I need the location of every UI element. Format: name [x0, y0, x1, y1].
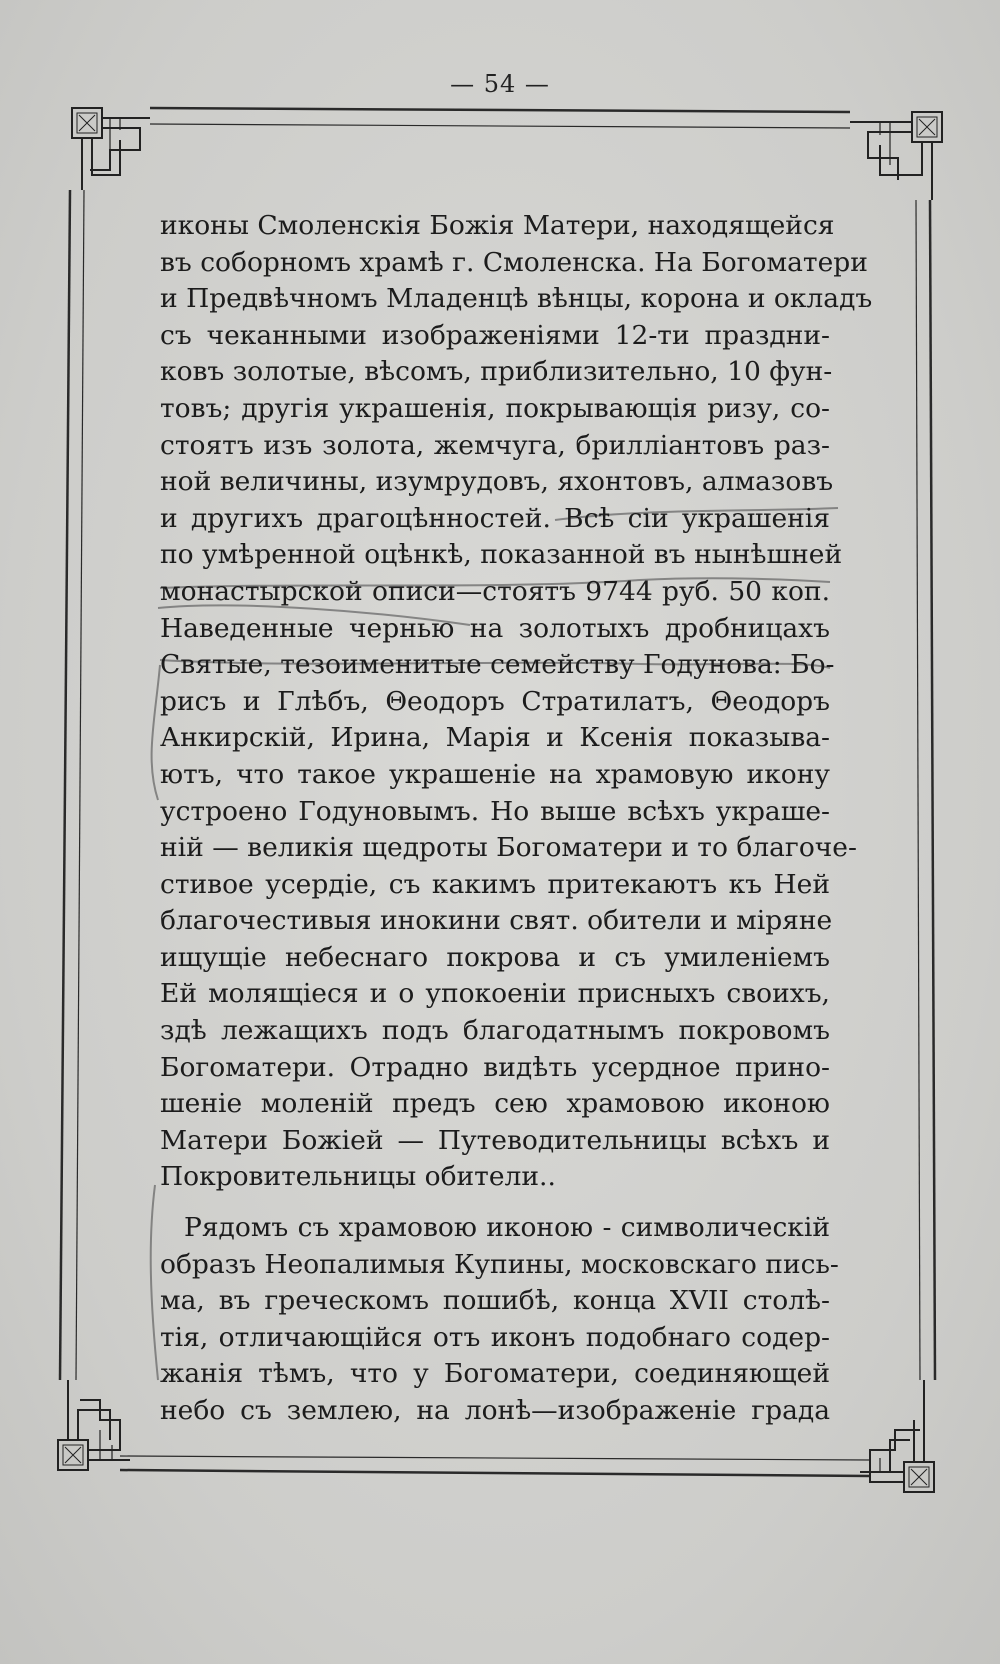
text-line: ютъ, что такое украшеніе на храмовую икону — [160, 758, 830, 790]
text-line: по умѣренной оцѣнкѣ, показанной въ нынѣшней — [160, 539, 843, 571]
corner-ornament-bottom-right — [860, 1380, 934, 1492]
corner-ornament-bottom-left — [58, 1380, 130, 1470]
text-line: благочестивыя инокини свят. обители и міряне — [160, 905, 833, 937]
text-line: съ чеканными изображеніями 12-ти праздни- — [160, 319, 830, 351]
text-line: Богоматери. Отрадно видѣть усердное прино- — [160, 1051, 830, 1083]
text-line: и Предвѣчномъ Младенцѣ вѣнцы, корона и окладъ — [160, 283, 873, 315]
text-line: устроено Годуновымъ. Но выше всѣхъ украше- — [160, 795, 830, 827]
text-line: тія, отличающійся отъ иконъ подобнаго содер- — [160, 1321, 830, 1353]
text-line: рисъ и Глѣбъ, Θеодоръ Стратилатъ, Θеодоръ — [160, 685, 830, 717]
text-line: Анкирскій, Ирина, Марія и Ксенія показыва- — [160, 722, 830, 754]
text-line: ной величины, изумрудовъ, яхонтовъ, алмазовъ — [160, 466, 834, 498]
text-line: Святые, тезоименитые семейству Годунова: Бо- — [160, 649, 835, 681]
body-text — [160, 208, 873, 1430]
text-line: ма, въ греческомъ пошибѣ, конца XVII столѣ- — [160, 1285, 830, 1317]
text-line: образъ Неопалимыя Купины, московскаго пись- — [160, 1248, 839, 1280]
text-line: иконы Смоленскія Божія Матери, находящейся — [160, 210, 835, 241]
text-line: Рядомъ съ храмовою иконою - символическій — [184, 1212, 830, 1244]
text-line: товъ; другія украшенія, покрывающія ризу, со- — [160, 392, 830, 424]
page-number: — 54 — — [450, 70, 550, 98]
text-line: стоятъ изъ золота, жемчуга, брилліантовъ раз- — [160, 429, 830, 461]
corner-ornament-top-right — [850, 112, 942, 200]
text-line: ищущіе небеснаго покрова и съ умиленіемъ — [160, 941, 830, 973]
text-line: въ соборномъ храмѣ г. Смоленска. На Богоматери — [160, 246, 868, 278]
paragraph — [160, 1210, 839, 1430]
paragraph — [160, 208, 873, 1196]
text-line: Ей молящіеся и о упокоеніи присныхъ своихъ, — [160, 978, 830, 1010]
text-line: монастырской описи—стоятъ 9744 руб. 50 коп. — [160, 575, 830, 607]
corner-ornament-top-left — [72, 108, 150, 190]
text-line: ній — великія щедроты Богоматери и то благоче- — [160, 832, 857, 864]
text-line: стивое усердіе, съ какимъ притекаютъ къ Ней — [160, 868, 830, 900]
text-line: небо съ землею, на лонѣ—изображеніе града — [160, 1395, 830, 1426]
text-line: шеніе моленій предъ сею храмовою иконою — [160, 1088, 830, 1120]
text-line: и другихъ драгоцѣнностей. Всѣ сіи украшенія — [160, 502, 830, 534]
text-line: ковъ золотые, вѣсомъ, приблизительно, 10 фун- — [160, 356, 833, 388]
text-line: жанія тѣмъ, что у Богоматери, соединяющей — [160, 1358, 830, 1390]
text-line: Покровительницы обители.. — [160, 1161, 556, 1193]
text-line: здѣ лежащихъ подъ благодатнымъ покровомъ — [160, 1015, 830, 1047]
text-line: Наведенные чернью на золотыхъ дробницахъ — [160, 612, 830, 644]
text-line: Матери Божіей — Путеводительницы всѣхъ и — [160, 1124, 830, 1156]
